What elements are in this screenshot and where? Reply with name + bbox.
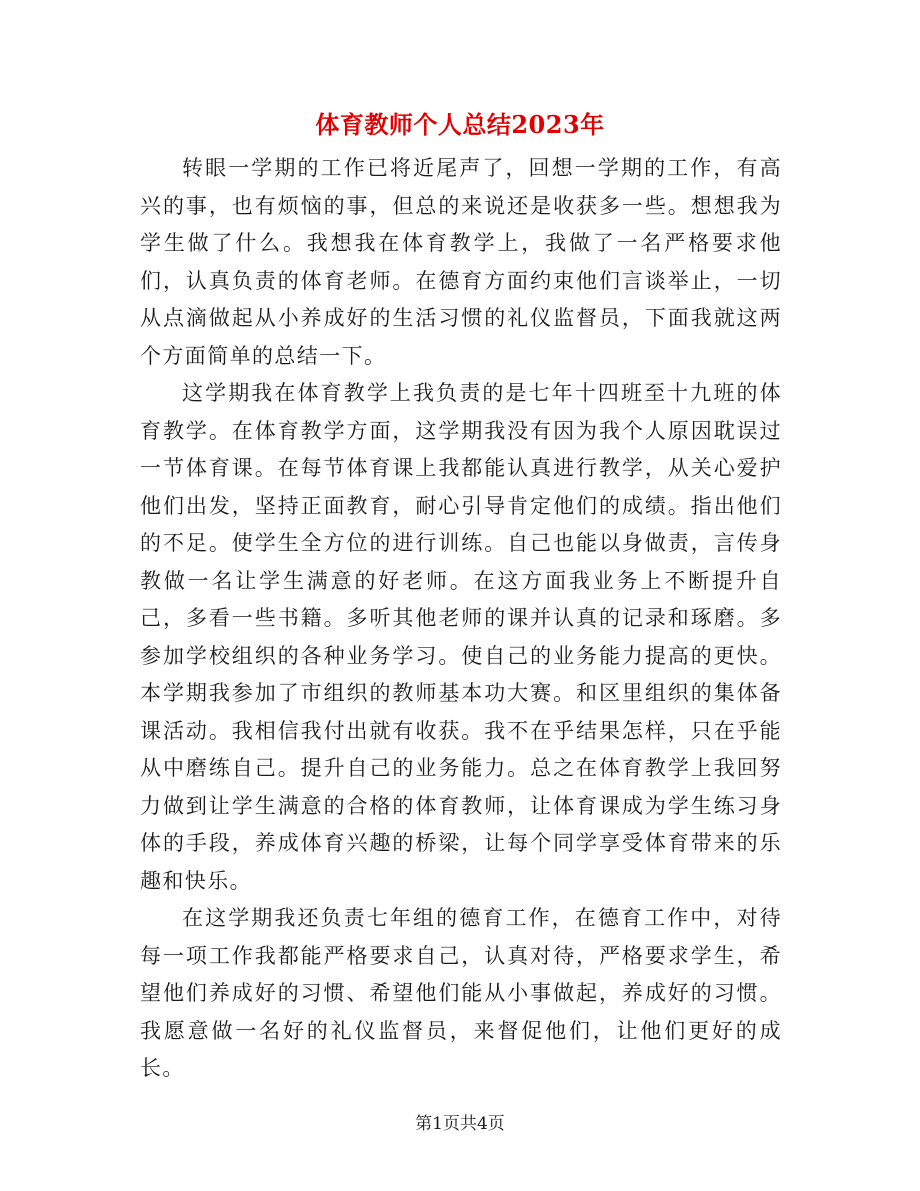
document-body	[140, 150, 782, 1088]
paragraph-moral-education: 在这学期我还负责七年组的德育工作，在德育工作中，对待每一项工作我都能严格要求自己，认真对待，严格要求学生，希望他们养成好的习惯、希望他们能从小事做起，养成好的习惯。我愿意做一名好的礼仪监督员，来督促他们，让他们更好的成长。	[140, 906, 782, 1080]
paragraph-intro: 转眼一学期的工作已将近尾声了，回想一学期的工作，有高兴的事，也有烦恼的事，但总的来说还是收获多一些。想想我为学生做了什么。我想我在体育教学上，我做了一名严格要求他们，认真负责的体育老师。在德育方面约束他们言谈举止，一切从点滴做起从小养成好的生活习惯的礼仪监督员，下面我就这两个方面简单的总结一下。	[140, 156, 782, 368]
document-title: 体育教师个人总结2023年	[315, 110, 605, 139]
paragraph-teaching: 这学期我在体育教学上我负责的是七年十四班至十九班的体育教学。在体育教学方面，这学期我没有因为我个人原因耽误过一节体育课。在每节体育课上我都能认真进行教学，从关心爱护他们出发，坚持正面教育，耐心引导肯定他们的成绩。指出他们的不足。使学生全方位的进行训练。自己也能以身做责，言传身教做一名让学生满意的好老师。在这方面我业务上不断提升自己，多看一些书籍。多听其他老师的课并认真的记录和琢磨。多参加学校组织的各种业务学习。使自己的业务能力提高的更快。本学期我参加了市组织的教师基本功大赛。和区里组织的集体备课活动。我相信我付出就有收获。我不在乎结果怎样，只在乎能从中磨练自己。提升自己的业务能力。总之在体育教学上我回努力做到让学生满意的合格的体育教师，让体育课成为学生练习身体的手段，养成体育兴趣的桥梁，让每个同学享受体育带来的乐趣和快乐。	[140, 381, 782, 893]
page-number-footer: 第1页共4页	[415, 1114, 505, 1134]
